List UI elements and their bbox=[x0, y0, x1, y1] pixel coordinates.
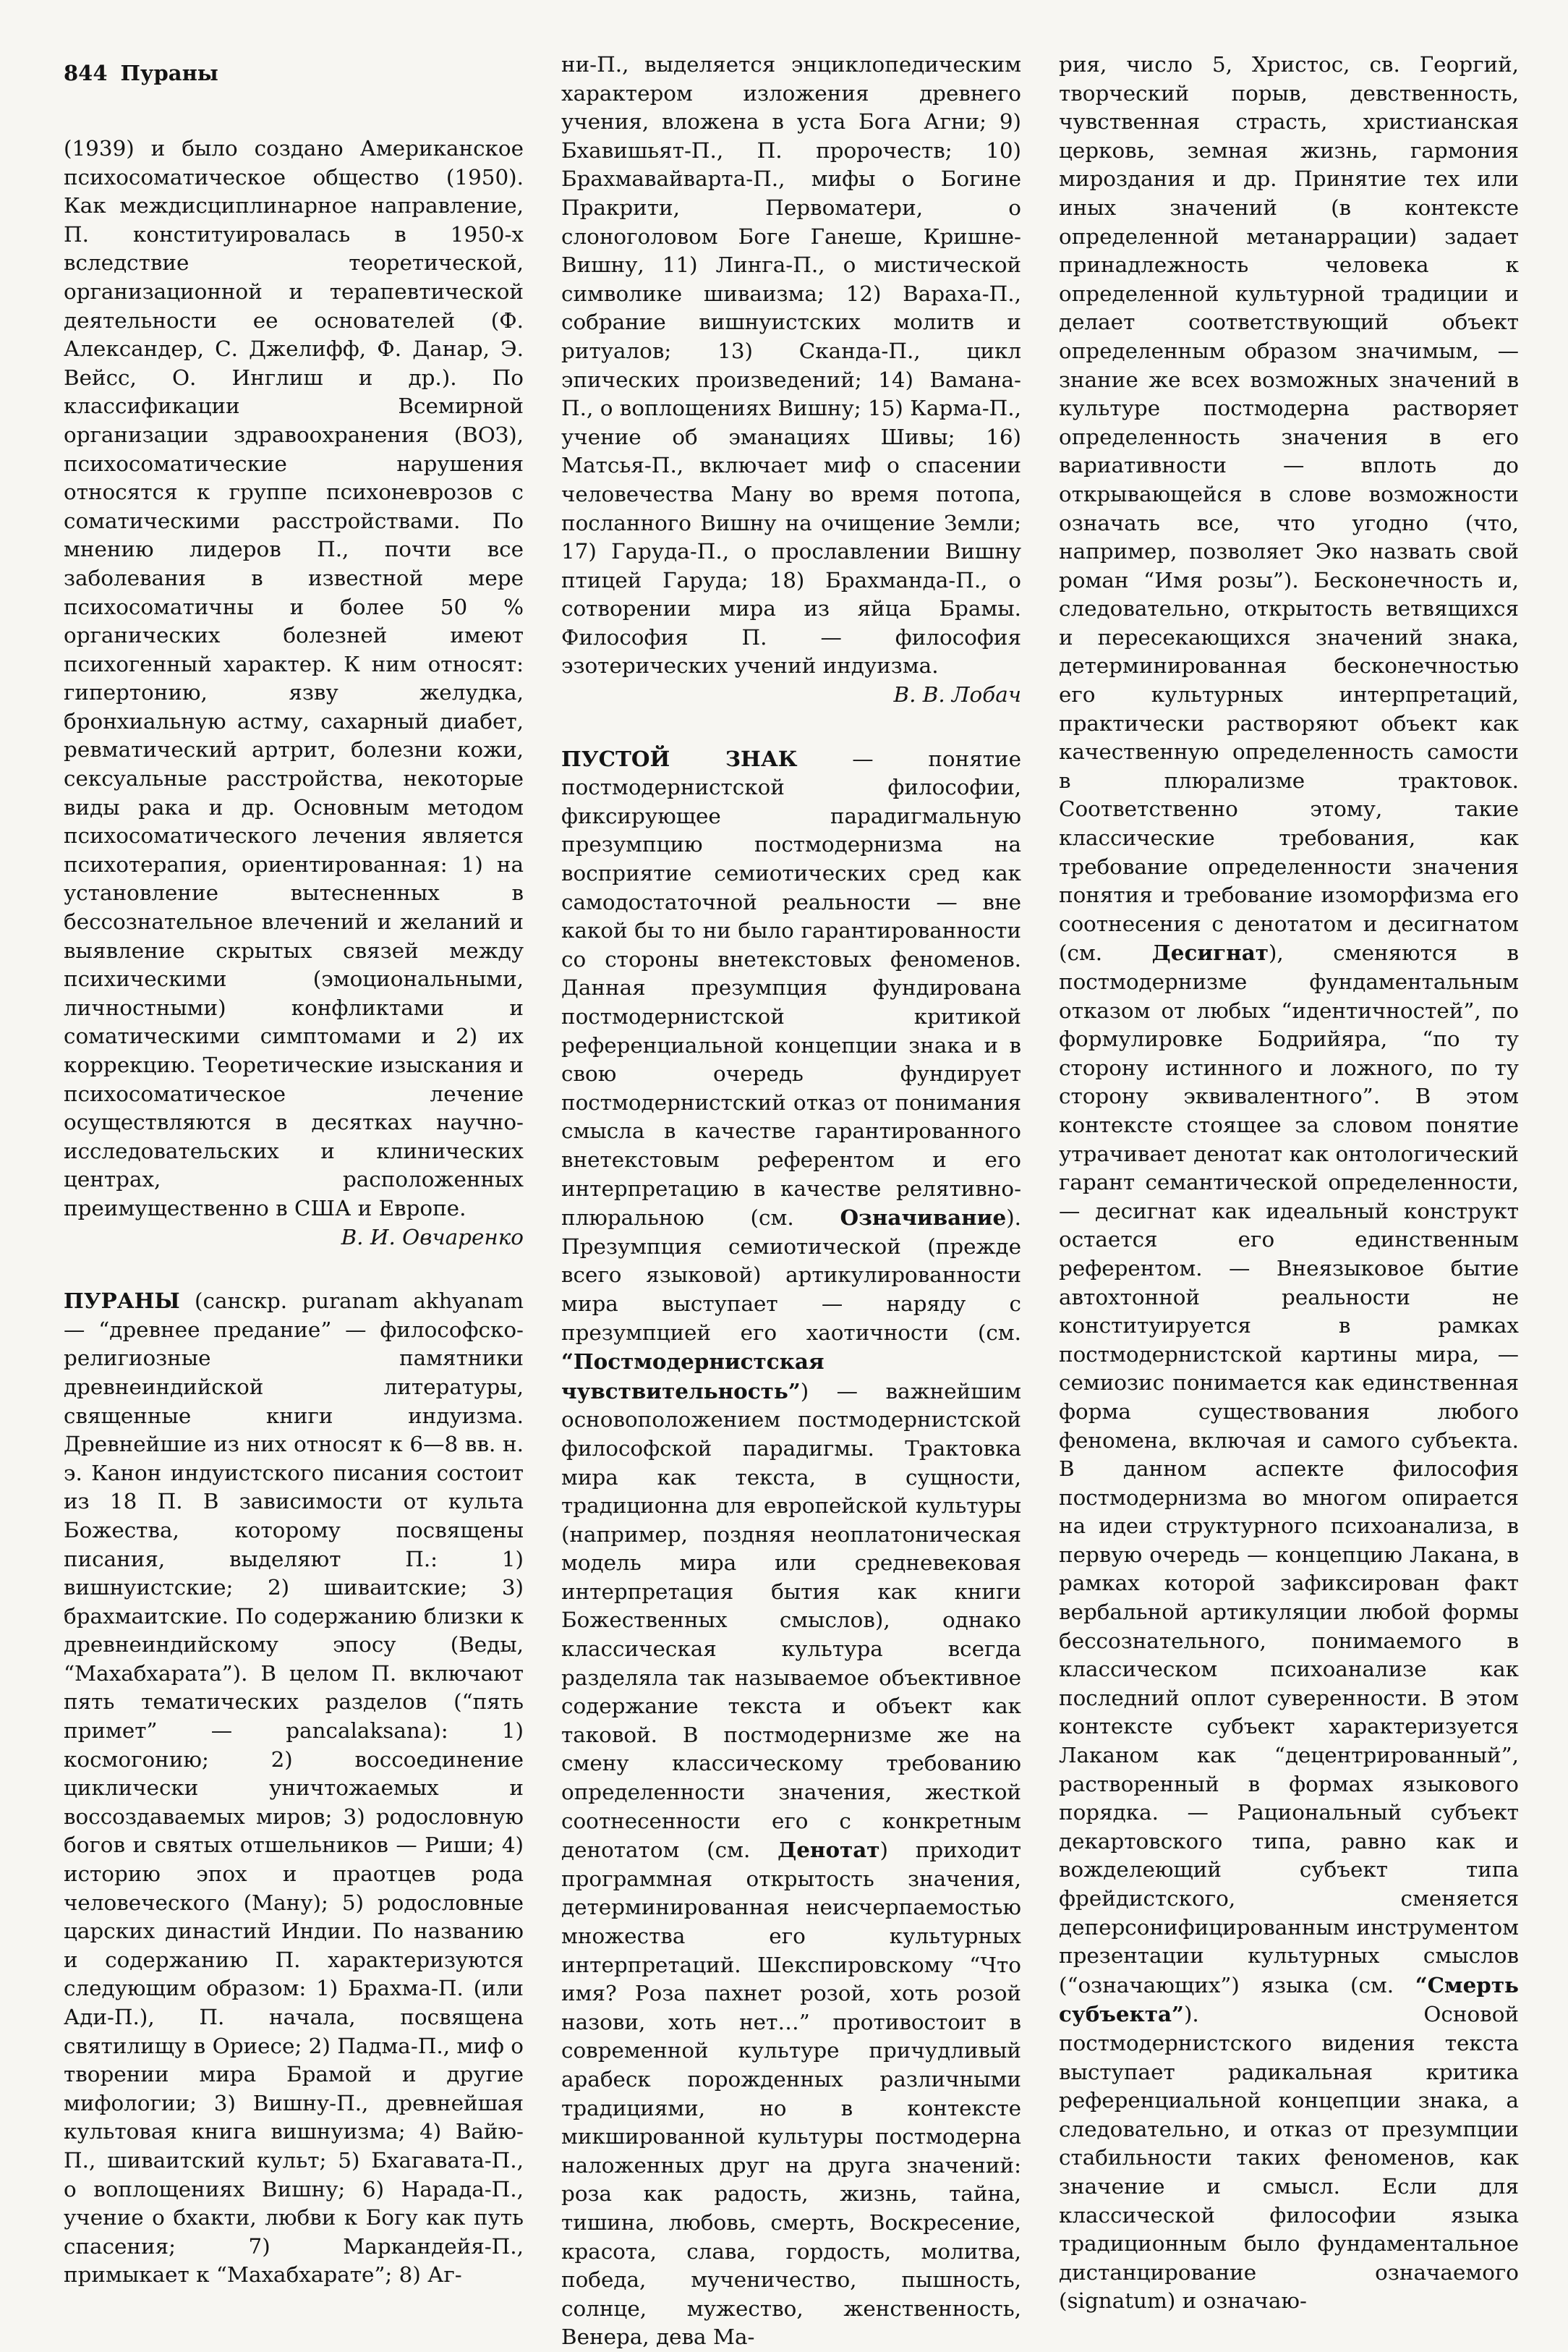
entry-spacer bbox=[561, 710, 1021, 744]
cross-reference: “Постмодернистская чувствительность” bbox=[561, 1349, 825, 1404]
entry-text: ). Основой постмодернистского видения текста выступает радикальная критика референциальной концепции знака, а следовательно, и отказ от презумпции стабильности таких феноменов, как значение и смысл. Если для классической философии языка традиционным было фундаментальное дистанцирование означаемого (signatum) и означаю- bbox=[1059, 2002, 1519, 2314]
text-column-2 bbox=[561, 51, 1021, 2352]
author-signature-lobach: В. В. Лобач bbox=[893, 682, 1021, 708]
paragraph-psychosomatics-end: (1939) и было создано Американское психосоматическое общество (1950). Как междисциплинарное направление, П. конституировалась в 1950-х вследствие теоретической, организационной и терапевтической деятельности ее основателей (Ф. Александер, С. Джелифф, Ф. Данар, Э. Вейсс, О. Инглиш и др.). По классификации Всемирной организации здравоохранения (ВОЗ), психосоматические нарушения относятся к группе психоневрозов с соматическими расстройствами. По мнению лидеров П., почти все заболевания в известной мере психосоматичны и более 50 % органических болезней имеют психогенный характер. К ним относят: гипертонию, язву желудка, бронхиальную астму, сахарный диабет, ревматический артрит, болезни кожи, сексуальные расстройства, некоторые виды рака и др. Основным методом психосоматического лечения является психотерапия, ориентированная: 1) на установление вытесненных в бессознательное влечений и желаний и выявление скрытых связей между психическими (эмоциональными, личностными) конфликтами и соматическими симптомами и 2) их коррекцию. Теоретические изыскания и психосоматическое лечение осуществляются в десятках научно-исследовательских и клинических центрах, расположенных преимущественно в США и Европе. bbox=[64, 136, 524, 1220]
author-signature-ovcharenko: В. И. Овчаренко bbox=[341, 1224, 524, 1249]
entry-text: ), сменяются в постмодернизме фундаментальным отказом от любых “идентичностей”, по формулировке Бодрийяра, “по ту сторону истинного и ложного, по ту сторону эквивалентного”. В этом контексте стоящее за словом понятие утрачивает денотат как онтологический гарант семантической определенности, — десигнат как идеальный конструкт остается его единственным референтом. — Внеязыковое бытие автохтонной реальности не конституируется в рамках постмодернистской картины мира, — семиозис понимается как единственная форма существования любого феномена, включая и самого субъекта. В данном аспекте философия постмодернизма во многом опирается на идеи структурного психоанализа, в первую очередь — концепцию Лакана, в рамках которой зафиксирован факт вербальной артикуляции любой формы бессознательного, понимаемого в классическом психоанализе как последний оплот суверенности. В этом контексте субъект характеризуется Лаканом как “децентрированный”, растворенный в формах языкового порядка. — Рациональный субъект декартовского типа, равно как и вожделеющий субъект типа фрейдистского, сменяется деперсонифицированным инструментом презентации культурных смыслов (“означающих”) языка (см. bbox=[1059, 941, 1519, 1997]
entry-purany bbox=[64, 1286, 524, 2290]
text-column-1 bbox=[64, 135, 524, 2290]
cross-reference: Денотат bbox=[777, 1837, 880, 1863]
cross-reference: Десигнат bbox=[1151, 940, 1269, 966]
paragraph-empty-sign-continued bbox=[1059, 51, 1519, 2316]
cross-reference: Означивание bbox=[840, 1205, 1007, 1231]
entry-text: ) приходит программная открытость значения, детерминированная неисчерпаемостью множества его культурных интерпретаций. Шекспировскому “Что имя? Роза пахнет розой, хоть розой назови, хоть нет…” противостоит в современной культуре причудливый арабеск порожденных различными традициями, но в контексте микшированной культуры постмодерна наложенных друг на друга значений: роза как радость, жизнь, тайна, тишина, любовь, смерть, Воскресение, красота, слава, гордость, молитва, победа, мученичество, пышность, солнце, мужество, женственность, Венера, дева Ма- bbox=[561, 1838, 1021, 2350]
entry-text: ) — важнейшим основоположением постмодернистской философской парадигмы. Трактовка мира как текста, в сущности, традиционна для европейской культуры (например, поздняя неоплатоническая модель мира или средневековая интерпретация бытия как книги Божественных смыслов), однако классическая культура всегда разделяла так называемое объективное содержание текста и объект как таковой. В постмодернизме же на смену классическому требованию определенности значения, жесткой соотнесенности его с конкретным денотатом (см. bbox=[561, 1378, 1021, 1863]
paragraph-purany-continued: ни-П., выделяется энциклопедическим характером изложения древнего учения, вложена в уста Бога Агни; 9) Бхавишьят-П., П. пророчеств; 10) Брахмавайварта-П., мифы о Богине Пракрити, Первоматери, о слоноголовом Боге Ганеше, Кришне-Вишну, 11) Линга-П., о мистической символике шиваизма; 12) Вараха-П., собрание вишнуистских молитв и ритуалов; 13) Сканда-П., цикл эпических произведений; 14) Вамана-П., о воплощениях Вишну; 15) Карма-П., учение об эманациях Шивы; 16) Матсья-П., включает миф о спасении человечества Ману во время потопа, посланного Вишну на очищение Земли; 17) Гаруда-П., о прославлении Вишну птицей Гаруда; 18) Брахманда-П., о сотворении мира из яйца Брамы. Философия П. — философия эзотерических учений индуизма. bbox=[561, 52, 1021, 679]
running-title: Пураны bbox=[120, 61, 218, 85]
running-header bbox=[64, 61, 218, 85]
entry-text: рия, число 5, Христос, св. Георгий, творческий порыв, девственность, чувственная страсть, христианская церковь, земная жизнь, гармония мироздания и др. Принятие тех или иных значений (в контексте определенной метанаррации) задает принадлежность человека к определенной культурной традиции и делает соответствующий объект определенным образом значимым, — знание же всех возможных значений в культуре постмодерна растворяет определенность значения в его вариативности — вплоть до открывающейся в слове возможности означать все, что угодно (что, например, позволяет Эко назвать свой роман “Имя розы”). Бесконечность и, следовательно, открытость ветвящихся и пересекающихся значений знака, детерминированная бесконечностью его культурных интерпретаций, практически растворяют объект как качественную определенность самости в плюрализме трактовок. Соответственно этому, такие классические требования, как требование определенности значения понятия и требование изоморфизма его соотнесения с денотатом и десигнатом (см. bbox=[1059, 52, 1519, 966]
text-column-3 bbox=[1059, 51, 1519, 2316]
entry-text: — понятие постмодернистской философии, фиксирующее парадигмальную презумпцию постмодернизма на восприятие семиотических сред как самодостаточной реальности — вне какой бы то ни было гарантированности со стороны внетекстовых феноменов. Данная презумпция фундирована постмодернистской критикой референциальной концепции знака и в свою очередь фундирует постмодернистский отказ от понимания смысла в качестве гарантированного внетекстовым референтом и его интерпретацию в качестве релятивно-плюральною (см. bbox=[561, 746, 1021, 1231]
entry-text-purany: (санскр. puranam akhyanam — “древнее предание” — философско-религиозные памятники древнеиндийской литературы, священные книги индуизма. Древнейшие из них относят к 6—8 вв. н. э. Канон индуистского писания состоит из 18 П. В зависимости от культа Божества, которому посвящены писания, выделяют П.: 1) вишнуистские; 2) шиваитские; 3) брахмаитские. По содержанию близки к древнеиндийскому эпосу (Веды, “Махабхарата”). В целом П. включают пять тематических разделов (“пять примет” — pancalaksana): 1) космогонию; 2) воссоединение циклически уничтожаемых и воссоздаваемых миров; 3) родословную богов и святых отшельников — Риши; 4) историю эпох и праотцев рода человеческого (Ману); 5) родословные царских династий Индии. По названию и содержанию П. характеризуются следующим образом: 1) Брахма-П. (или Ади-П.), П. начала, посвящена святилищу в Ориесе; 2) Падма-П., миф о творении мира Брамой и другие мифологии; 3) Вишну-П., древнейшая культовая книга вишнуизма; 4) Вайю-П., шиваитский культ; 5) Бхагавата-П., о воплощениях Вишну; 6) Нарада-П., учение о бхакти, любви к Богу как путь спасения; 7) Маркандейя-П., примыкает к “Махабхарате”; 8) Аг- bbox=[64, 1288, 524, 2288]
entry-empty-sign bbox=[561, 744, 1021, 2352]
cross-reference: “Смерть субъекта” bbox=[1059, 1971, 1519, 2027]
entry-text: ). Презумпция семиотической (прежде всего языковой) артикулированности мира выступает — наряду с презумпцией его хаотичности (см. bbox=[561, 1205, 1021, 1345]
page-number: 844 bbox=[64, 61, 108, 85]
entry-spacer bbox=[64, 1252, 524, 1286]
entry-term-purany: ПУРАНЫ bbox=[64, 1288, 180, 1314]
entry-term-empty-sign: ПУСТОЙ ЗНАК bbox=[561, 745, 798, 771]
